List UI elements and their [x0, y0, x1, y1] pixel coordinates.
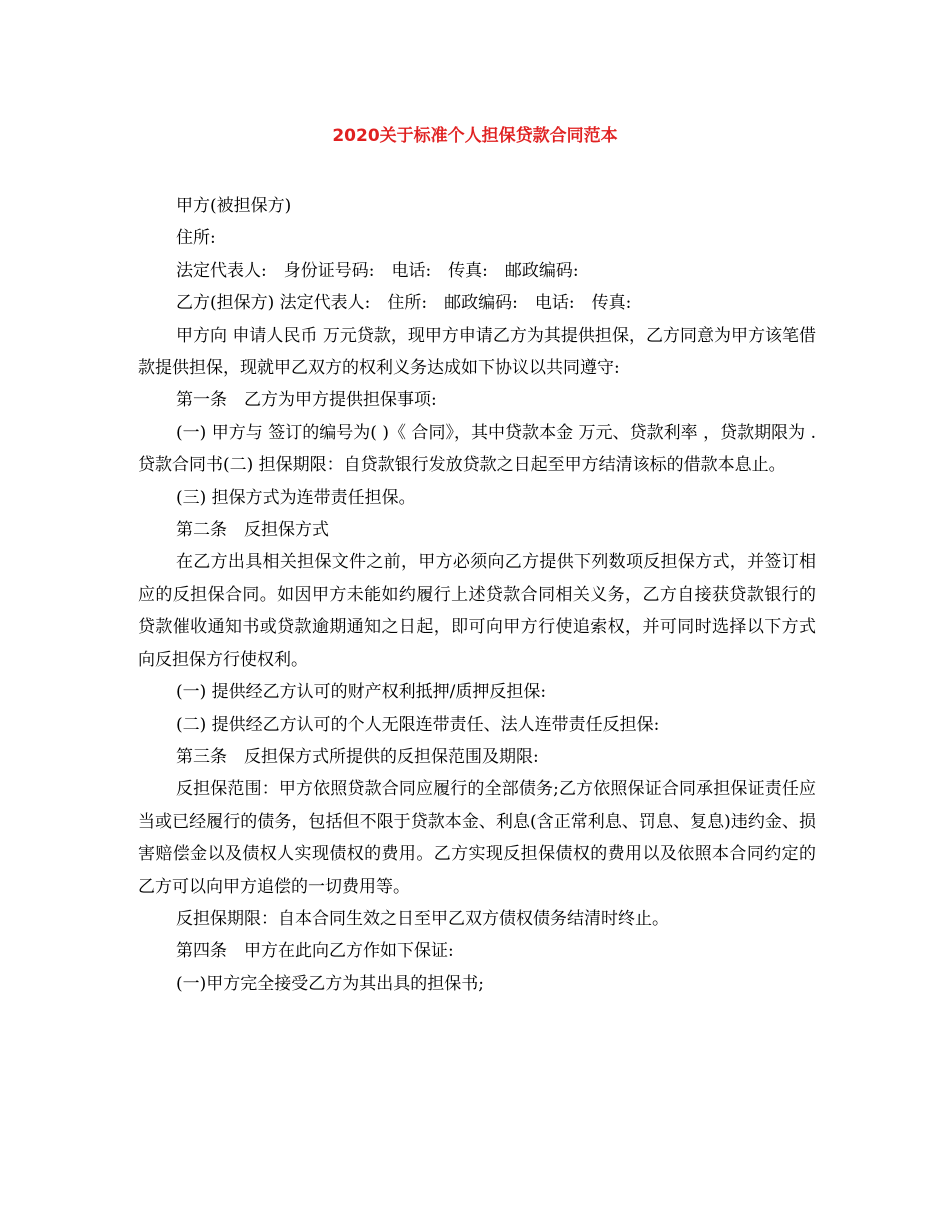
article-2-heading: 第二条 反担保方式	[176, 520, 329, 541]
paragraph-party-b: 乙方(担保方) 法定代表人: 住所: 邮政编码: 电话: 传真:	[176, 293, 632, 314]
article-3-heading: 第三条 反担保方式所提供的反担保范围及期限:	[176, 746, 539, 767]
article-2-body: 在乙方出具相关担保文件之前，甲方必须向乙方提供下列数项反担保方式，并签订相应的反担保合同。如因甲方未能如约履行上述贷款合同相关义务，乙方自接获贷款银行的贷款催收通知书或贷款逾期通知之日起，即可向甲方行使追索权，并可同时选择以下方式向反担保方行使权利。	[138, 552, 816, 670]
paragraph-party-a-details: 法定代表人: 身份证号码: 电话: 传真: 邮政编码:	[176, 260, 579, 281]
article-1-item-1: (一) 甲方与 签订的编号为( )《 合同》，其中贷款本金 万元、贷款利率 ，贷款期限为 .贷款合同书(二) 担保期限：自贷款银行发放贷款之日起至甲方结清该标的借款本息止。	[138, 422, 816, 476]
article-4-item-1: (一)甲方完全接受乙方为其出具的担保书;	[176, 973, 484, 994]
document-title: 2020关于标准个人担保贷款合同范本	[332, 126, 618, 146]
article-1-heading: 第一条 乙方为甲方提供担保事项:	[176, 390, 437, 411]
paragraph-preamble: 甲方向 申请人民币 万元贷款，现甲方申请乙方为其提供担保，乙方同意为甲方该笔借款提供担保，现就甲乙双方的权利义务达成如下协议以共同遵守:	[138, 325, 816, 379]
article-3-scope: 反担保范围：甲方依照贷款合同应履行的全部债务;乙方依照保证合同承担保证责任应当或已经履行的债务，包括但不限于贷款本金、利息(含正常利息、罚息、复息)违约金、损害赔偿金以及债权人实现债权的费用。乙方实现反担保债权的费用以及依照本合同约定的乙方可以向甲方追偿的一切费用等。	[138, 779, 816, 897]
article-2-item-1: (一) 提供经乙方认可的财产权利抵押/质押反担保:	[176, 682, 547, 703]
article-2-item-2: (二) 提供经乙方认可的个人无限连带责任、法人连带责任反担保:	[176, 714, 660, 735]
article-3-period: 反担保期限：自本合同生效之日至甲乙双方债权债务结清时终止。	[176, 908, 669, 929]
paragraph-address: 住所:	[176, 228, 216, 249]
article-4-heading: 第四条 甲方在此向乙方作如下保证:	[176, 941, 454, 962]
paragraph-party-a: 甲方(被担保方)	[176, 196, 292, 216]
article-1-item-3: (三) 担保方式为连带责任担保。	[176, 487, 416, 508]
document-body	[138, 190, 816, 1000]
